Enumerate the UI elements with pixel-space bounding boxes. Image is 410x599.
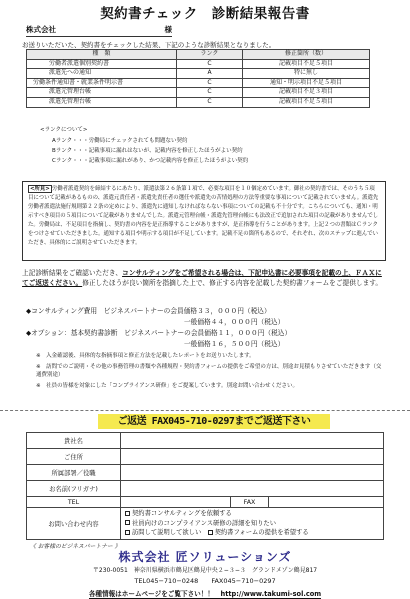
row-rank: C [177, 88, 243, 98]
paragraph-lead: 上記診断結果をご確認いただき、 [22, 269, 123, 277]
option-label: 訪問して説明して欲しい [132, 529, 202, 537]
results-header-row [27, 50, 370, 60]
label-tel: TEL [27, 497, 121, 508]
recipient-company: 株式会社 [26, 25, 56, 34]
note-item: ※ 入金確認後、具体的な指摘事項と修正方法を記載したレポートをお送りいたします。 [36, 353, 255, 359]
price-consulting: ◆コンサルティング費用 ビジネスパートナーの会員価格３３，０００円（税込） [26, 307, 271, 315]
label-fax: FAX [231, 497, 269, 508]
intro-text: お送りいただいた、契約書をチェックした結果、下記のような診断結果となりました。 [22, 41, 276, 49]
footer-website[interactable] [0, 588, 410, 599]
row-fixes: 記載項目不足５項目 [243, 97, 370, 107]
cut-line-divider [0, 410, 410, 411]
checkbox[interactable] [125, 530, 130, 535]
table-row [27, 59, 370, 69]
row-fixes: 記載項目不足３項目 [243, 88, 370, 98]
price-option-general: 一般価格１６，５００円（税込） [184, 340, 285, 348]
findings-box [22, 181, 386, 261]
table-row [27, 97, 370, 107]
recipient-honorific: 様 [164, 25, 172, 34]
company-name-field[interactable] [121, 433, 384, 449]
row-type: 派遣元管理台帳 [27, 88, 177, 98]
header-rank: ランク [177, 50, 243, 60]
form-row [27, 508, 384, 540]
closing-tagline: 《 お客様のビジネスパートナー 》 [30, 544, 121, 550]
paragraph-emphasis: コンサルティングをご希望される場合は、下記申込書に必要事項を記載の上、ＦＡＸにてご返送ください。 [22, 269, 382, 287]
form-row [27, 433, 384, 449]
price-consulting-general: 一般価格４４，０００円（税込） [184, 318, 285, 326]
application-form [26, 432, 384, 540]
row-fixes: 記載項目不足５項目 [243, 59, 370, 69]
checkbox[interactable] [125, 520, 130, 525]
company-address: 〒230-0051 神奈川県横浜市鶴見区鶴見中央２−３−３ グランドメゾン鶴見817 [92, 567, 318, 574]
row-rank: A [177, 69, 243, 79]
rank-legend-a: Aランク・・・労働局にチェックされても問題ない契約 [52, 138, 188, 144]
fax-return-banner: ご返送 FAX045-710-0297までご返送下さい [98, 414, 330, 429]
form-row [27, 497, 384, 508]
rank-legend-c: Cランク・・・記載事項に漏れがあり、かつ記載内容を修正したほうがよい契約 [52, 158, 249, 164]
page-title: 契約書チェック 診断結果報告書 [100, 6, 310, 22]
label-department: 所属部署／役職 [27, 465, 121, 481]
form-row [27, 465, 384, 481]
row-fixes: 特に無し [243, 69, 370, 79]
label-company: 貴社名 [27, 433, 121, 449]
form-row [27, 481, 384, 497]
price-option: ◆オプション：基本契約書診断 ビジネスパートナーの会員価格１１，０００円（税込） [26, 329, 292, 337]
findings-text: 労働者派遣契約を締結するにあたり、派遣法第２６条第１項で、必要な項目を１０個定めています。御社の契約書では、そのうち５項目について記載があるものの、派遣元責任者・派遣先責任者の選任や派遣先の苦情処理の方法等重要な事項について記載されていません。派遣先労働者派遣法施行規則第２２条の定めにより、派遣先に通知しなければならない事項についての記載も不十分です。こちらについても、通知・明示すべき項目の５項目について記載がありませんでした。派遣元管理台帳・派遣先管理台帳にも法改正で追加された項目の記載がありませんでした。労働局は、不足項目を指摘し、契約書の内容を是正指導することがありますが、是正指導を行うことがあります。上記２つの書類はＣランクをつけさせていただきました。通知する項目や明示する項目が不足しています。記載不足の箇所もあるので、それぞれ、次のステップに進んでいただき、具体的にご説明させていただきます。 [28, 186, 379, 246]
label-inquiry: お問い合わせ内容 [27, 508, 121, 540]
results-table [26, 49, 370, 108]
option-label: 契約書フォームの提供を希望する [214, 529, 309, 537]
table-row [27, 78, 370, 88]
consulting-paragraph [22, 268, 388, 288]
recipient-line [26, 24, 172, 37]
findings-label: <所見> [30, 186, 50, 192]
paragraph-tail: 修正したほうが良い箇所を指摘した上で、修正する内容を記載した契約書フォームをご提供します。 [82, 279, 383, 287]
row-rank: C [177, 59, 243, 69]
row-rank: C [177, 97, 243, 107]
note-item: ※ 社員の皆様を対象にした「コンプライアンス研修」をご提案しています。別途お問い合わせください。 [36, 383, 298, 389]
option-label: 契約書コンサルティングを依頼する [132, 510, 232, 518]
department-field[interactable] [121, 465, 384, 481]
name-field[interactable] [121, 481, 384, 497]
note-item: ※ 訪問でのご説明・その他の事務管理の書類や各種規程・契約書フォームの提供をご希望の方は、別途お見積もりさせていただきます（交通費別途） [36, 364, 382, 378]
table-row [27, 88, 370, 98]
checkbox[interactable] [125, 511, 130, 516]
form-row [27, 449, 384, 465]
tel-field[interactable] [121, 497, 231, 508]
header-type: 種 類 [27, 50, 177, 60]
option-label: 社員向けのコンプライアンス研修の詳細を知りたい [132, 519, 277, 527]
row-type: 労働条件通知書・就業条件明示書 [27, 78, 177, 88]
row-type: 派遣先管理台帳 [27, 97, 177, 107]
fax-field[interactable] [269, 497, 384, 508]
header-fixes: 修正箇所（数） [243, 50, 370, 60]
label-address: ご住所 [27, 449, 121, 465]
label-name: お名前(フリガナ) [27, 481, 121, 497]
rank-legend-b: Bランク・・・記載事項に漏れはないが、記載内容を修正したほうがよい契約 [52, 148, 243, 154]
checkbox[interactable] [208, 530, 213, 535]
company-name: 株式会社 匠ソリューションズ [118, 550, 292, 564]
footer-text: 各種情報はホームページをご覧下さい！！ http://www.takumi-sol.com [88, 590, 322, 598]
company-tel-fax: TEL045−710−0248 FAX045−710−0297 [134, 577, 276, 585]
row-rank: C [177, 78, 243, 88]
row-type: 派遣先への通知 [27, 69, 177, 79]
rank-legend-title: <ランクについて> [40, 127, 88, 133]
row-fixes: 通知・明示項目不足５項目 [243, 78, 370, 88]
row-type: 労働者派遣個別契約書 [27, 59, 177, 69]
address-field[interactable] [121, 449, 384, 465]
table-row [27, 69, 370, 79]
inquiry-options [121, 508, 384, 540]
